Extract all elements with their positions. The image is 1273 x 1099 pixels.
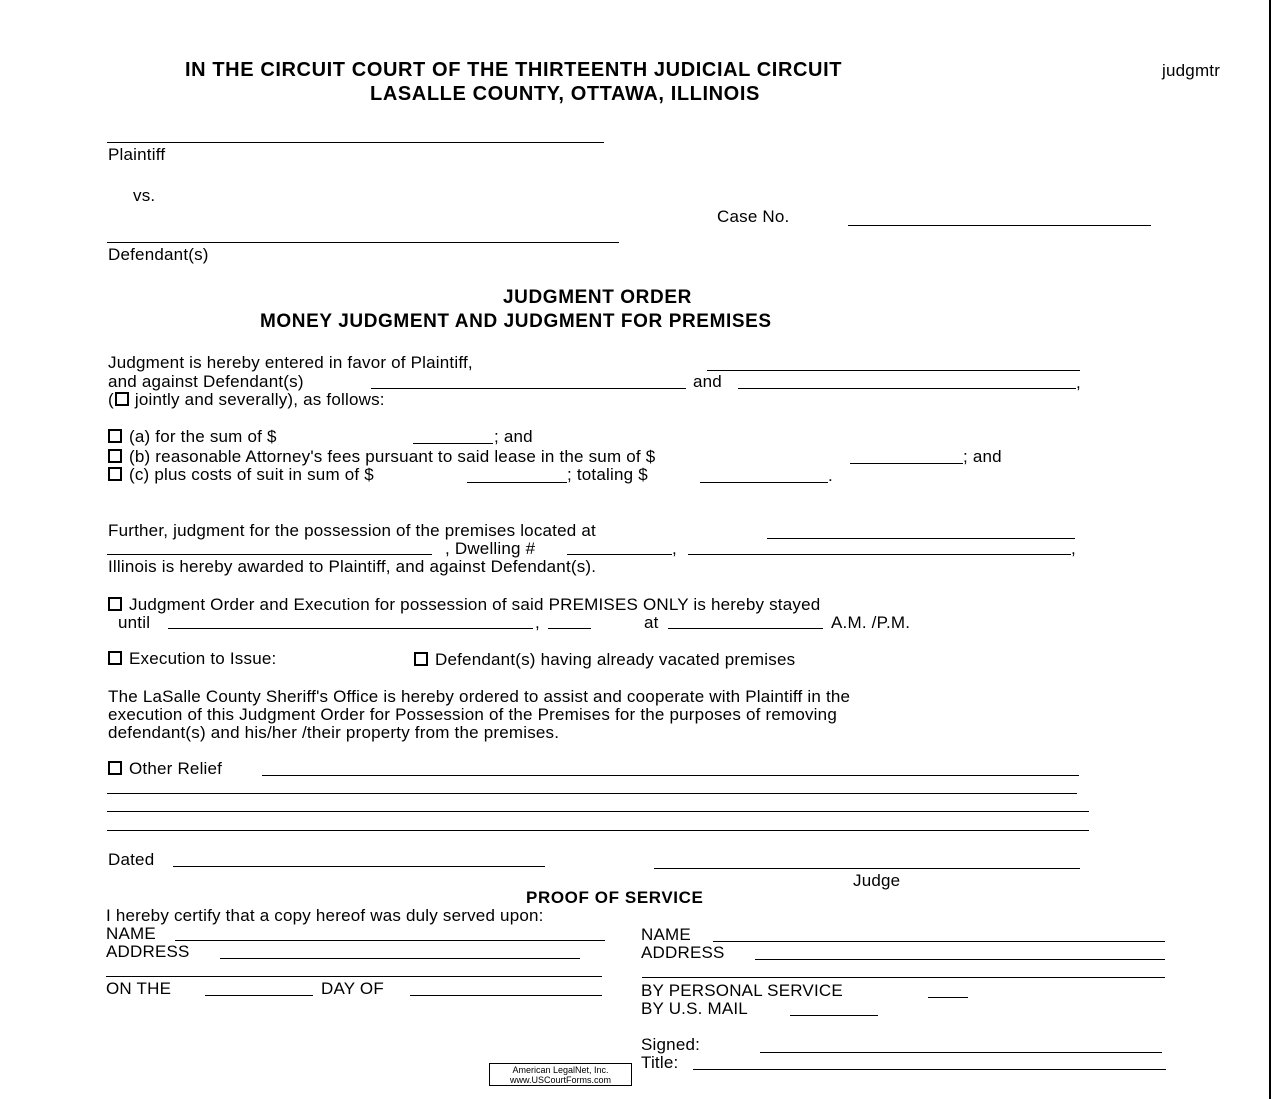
other-relief-checkbox[interactable] (108, 761, 122, 775)
publisher-website: www.USCourtForms.com (509, 1075, 611, 1085)
until-date-line[interactable] (168, 628, 533, 629)
item-a-row (108, 428, 277, 446)
premises-address-line2[interactable] (107, 554, 432, 555)
until-label: until (118, 613, 151, 632)
other-relief-line1[interactable] (262, 775, 1079, 776)
defendant-name-line[interactable] (107, 242, 619, 243)
item-a-checkbox[interactable] (108, 429, 122, 443)
plaintiff-favor-line[interactable] (707, 370, 1080, 371)
vacated-checkbox[interactable] (414, 652, 428, 666)
and-text: and (693, 372, 722, 391)
item-c-amount-line[interactable] (467, 482, 567, 483)
item-b-tail: ; and (963, 447, 1002, 466)
address-line-left-2[interactable] (106, 976, 602, 977)
page-edge (1269, 0, 1271, 1099)
name-line-left[interactable] (175, 940, 605, 941)
judge-label: Judge (853, 871, 901, 890)
other-relief-line4[interactable] (107, 830, 1089, 831)
sheriff-line3: defendant(s) and his/her /their property from the premises. (108, 723, 560, 742)
judge-signature-line[interactable] (654, 868, 1080, 869)
name-label-left: NAME (106, 924, 156, 943)
item-a-tail: ; and (494, 427, 533, 446)
signed-label: Signed: (641, 1035, 701, 1054)
dated-label: Dated (108, 850, 155, 869)
address-label-left: ADDRESS (106, 942, 190, 961)
item-c-tail: . (828, 466, 833, 485)
awarded-text: Illinois is hereby awarded to Plaintiff, and against Defendant(s). (108, 557, 597, 576)
court-heading-line2: LASALLE COUNTY, OTTAWA, ILLINOIS (370, 83, 760, 105)
other-relief-line2[interactable] (107, 793, 1077, 794)
jointly-text: jointly and severally), as follows: (134, 390, 385, 409)
until-year-line[interactable] (548, 628, 591, 629)
plaintiff-label: Plaintiff (108, 145, 166, 164)
vacated-row (414, 651, 795, 669)
comma-text: , (1076, 373, 1081, 392)
form-code: judgmtr (1162, 61, 1221, 80)
dwelling-label: , Dwelling # (445, 539, 536, 558)
total-amount-line[interactable] (700, 482, 828, 483)
premises-city-line[interactable] (688, 554, 1071, 555)
case-no-label: Case No. (717, 207, 790, 226)
order-subtitle: MONEY JUDGMENT AND JUDGMENT FOR PREMISES (260, 311, 772, 332)
item-b-row (108, 448, 655, 466)
name-label-right: NAME (641, 925, 691, 944)
stay-row (108, 596, 820, 614)
premises-address-line1[interactable] (767, 538, 1075, 539)
item-c-text: (c) plus costs of suit in sum of $ (129, 465, 374, 484)
time-line[interactable] (668, 628, 823, 629)
certify-text: I hereby certify that a copy hereof was duly served upon: (106, 906, 544, 925)
personal-service-line[interactable] (928, 997, 968, 998)
stay-checkbox[interactable] (108, 597, 122, 611)
until-comma: , (535, 613, 540, 632)
item-a-text: (a) for the sum of $ (129, 427, 277, 446)
plaintiff-name-line[interactable] (107, 142, 604, 143)
item-b-amount-line[interactable] (850, 463, 963, 464)
publisher-name: American LegalNet, Inc. (512, 1065, 609, 1075)
paren-open: ( (108, 390, 114, 409)
address-line-left[interactable] (220, 958, 580, 959)
day-line[interactable] (205, 995, 313, 996)
at-label: at (644, 613, 659, 632)
other-relief-row (108, 760, 222, 778)
vs-label: vs. (133, 186, 156, 205)
case-no-line[interactable] (848, 225, 1151, 226)
stay-text: Judgment Order and Execution for possession of said PREMISES ONLY is hereby stayed (129, 595, 821, 614)
item-c-checkbox[interactable] (108, 467, 122, 481)
sheriff-line2: execution of this Judgment Order for Possession of the Premises for the purposes of removing (108, 705, 837, 724)
personal-service-label: BY PERSONAL SERVICE (641, 981, 843, 1000)
item-b-checkbox[interactable] (108, 449, 122, 463)
city-comma: , (1071, 539, 1076, 558)
day-of-label: DAY OF (321, 979, 384, 998)
dwelling-comma: , (672, 539, 677, 558)
item-a-amount-line[interactable] (413, 443, 493, 444)
mail-label: BY U.S. MAIL (641, 999, 748, 1018)
against-text: and against Defendant(s) (108, 372, 304, 391)
execution-checkbox[interactable] (108, 651, 122, 665)
publisher-footer (489, 1063, 632, 1086)
favor-text: Judgment is hereby entered in favor of Plaintiff, (108, 353, 473, 372)
dwelling-number-line[interactable] (567, 554, 672, 555)
proof-heading: PROOF OF SERVICE (526, 888, 704, 907)
title-label: Title: (641, 1053, 679, 1072)
jointly-row (108, 391, 385, 409)
mail-line[interactable] (790, 1015, 878, 1016)
defendant-label: Defendant(s) (108, 245, 209, 264)
item-c-row (108, 466, 374, 484)
signed-line[interactable] (760, 1052, 1162, 1053)
dated-line[interactable] (173, 866, 545, 867)
sheriff-line1: The LaSalle County Sheriff's Office is hereby ordered to assist and cooperate with Plaintiff in the (108, 687, 851, 706)
defendant2-line[interactable] (738, 388, 1076, 389)
court-heading-line1: IN THE CIRCUIT COURT OF THE THIRTEENTH JUDICIAL CIRCUIT (185, 59, 843, 81)
title-line[interactable] (693, 1069, 1166, 1070)
vacated-text: Defendant(s) having already vacated premises (435, 650, 796, 669)
month-line[interactable] (410, 995, 602, 996)
item-b-text: (b) reasonable Attorney's fees pursuant to said lease in the sum of $ (129, 447, 656, 466)
address-line-right[interactable] (755, 959, 1165, 960)
further-text: Further, judgment for the possession of the premises located at (108, 521, 596, 540)
order-title: JUDGMENT ORDER (503, 287, 692, 308)
other-relief-line3[interactable] (107, 811, 1089, 812)
defendant1-line[interactable] (371, 388, 686, 389)
address-line-right-2[interactable] (642, 977, 1165, 978)
on-the-label: ON THE (106, 979, 172, 998)
execution-row (108, 650, 276, 668)
ampm-label: A.M. /P.M. (831, 613, 911, 632)
other-relief-text: Other Relief (129, 759, 223, 778)
name-line-right[interactable] (713, 941, 1165, 942)
execution-text: Execution to Issue: (129, 649, 277, 668)
item-c-mid: ; totaling $ (567, 465, 648, 484)
address-label-right: ADDRESS (641, 943, 725, 962)
jointly-checkbox[interactable] (115, 392, 129, 406)
